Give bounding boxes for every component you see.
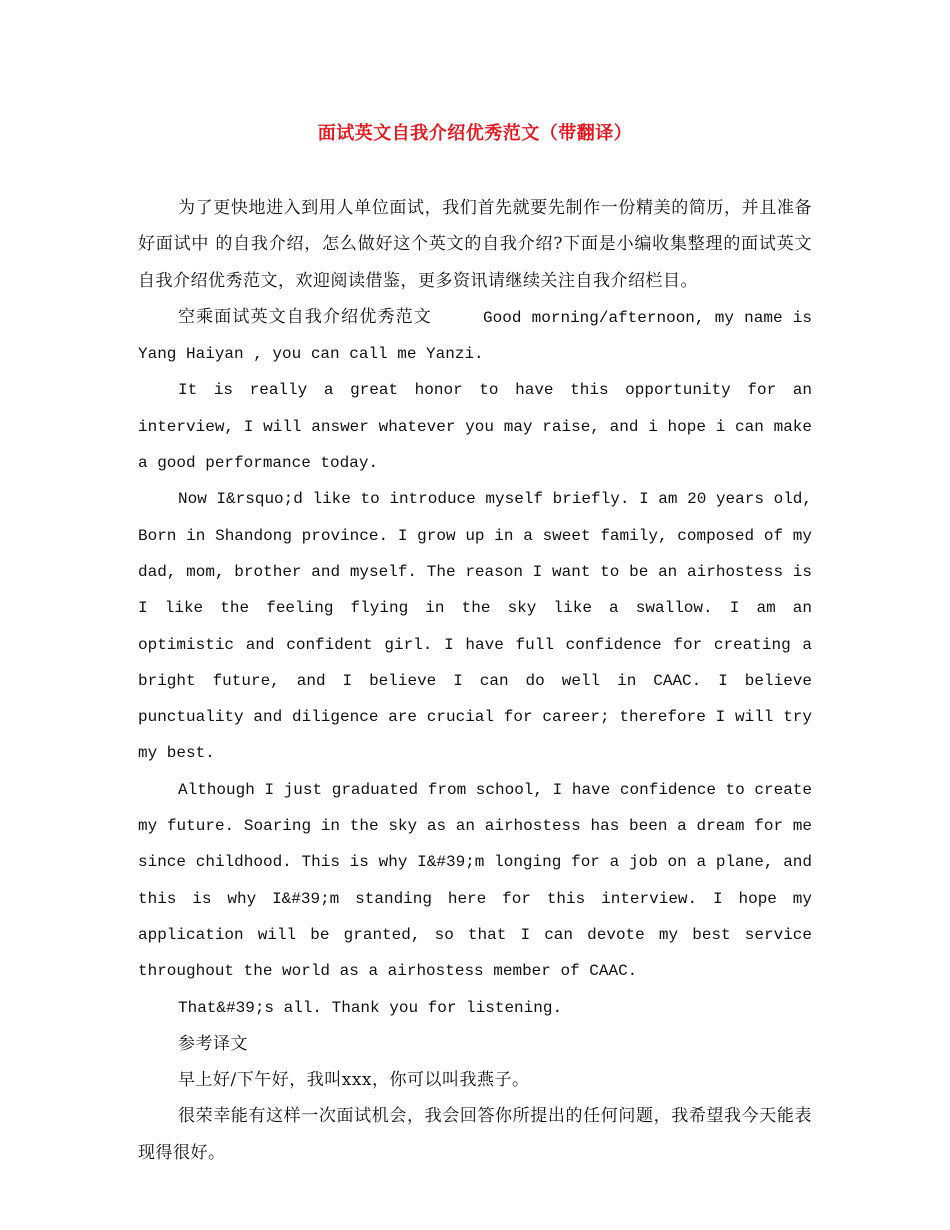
greeting-text: Good morning/afternoon, my name is Yang Haiyan , you can call me Yanzi. (138, 308, 813, 364)
intro-paragraph: 为了更快地进入到用人单位面试，我们首先就要先制作一份精美的简历，并且准备好面试中 的自我介绍，怎么做好这个英文的自我介绍?下面是小编收集整理的面试英文自我介绍优秀范文，欢迎阅读借鉴，更多资讯请继续关注自我介绍栏目。 (138, 198, 812, 291)
translation-greeting: 早上好/下午好，我叫xxx，你可以叫我燕子。 (178, 1070, 530, 1091)
although-paragraph: Although I just graduated from school, I have confidence to create my future. Soaring in the sky as an airhostess has been a dream for me since childhood. This is why I&#39;m longing for a job on a plane, and this is why I&#39;m standing here for this interview. I hope my application will be granted, so that I can devote my best service throughout the world as a airhostess member of CAAC. (138, 780, 812, 981)
section-paragraph (138, 299, 812, 373)
honor-paragraph: It is really a great honor to have this opportunity for an interview, I will answer whatever you may raise, and i hope i can make a good performance today. (138, 381, 812, 473)
document-body (138, 190, 812, 1171)
translation-heading: 参考译文 (178, 1033, 248, 1054)
introduce-paragraph: Now I&rsquo;d like to introduce myself briefly. I am 20 years old, Born in Shandong province. I grow up in a sweet family, composed of my dad, mom, brother and myself. The reason I want to be an airhostess is I like the feeling flying in the sky like a swallow. I am an optimistic and confident girl. I have full confidence for creating a bright future, and I believe I can do well in CAAC. I believe punctuality and diligence are crucial for career; therefore I will try my best. (138, 490, 812, 763)
closing-paragraph: That&#39;s all. Thank you for listening. (178, 998, 563, 1017)
document-title: 面试英文自我介绍优秀范文（带翻译） (317, 123, 633, 144)
translation-honor: 很荣幸能有这样一次面试机会，我会回答你所提出的任何问题，我希望我今天能表现得很好。 (138, 1106, 812, 1163)
section-heading: 空乘面试英文自我介绍优秀范文 (178, 306, 432, 327)
